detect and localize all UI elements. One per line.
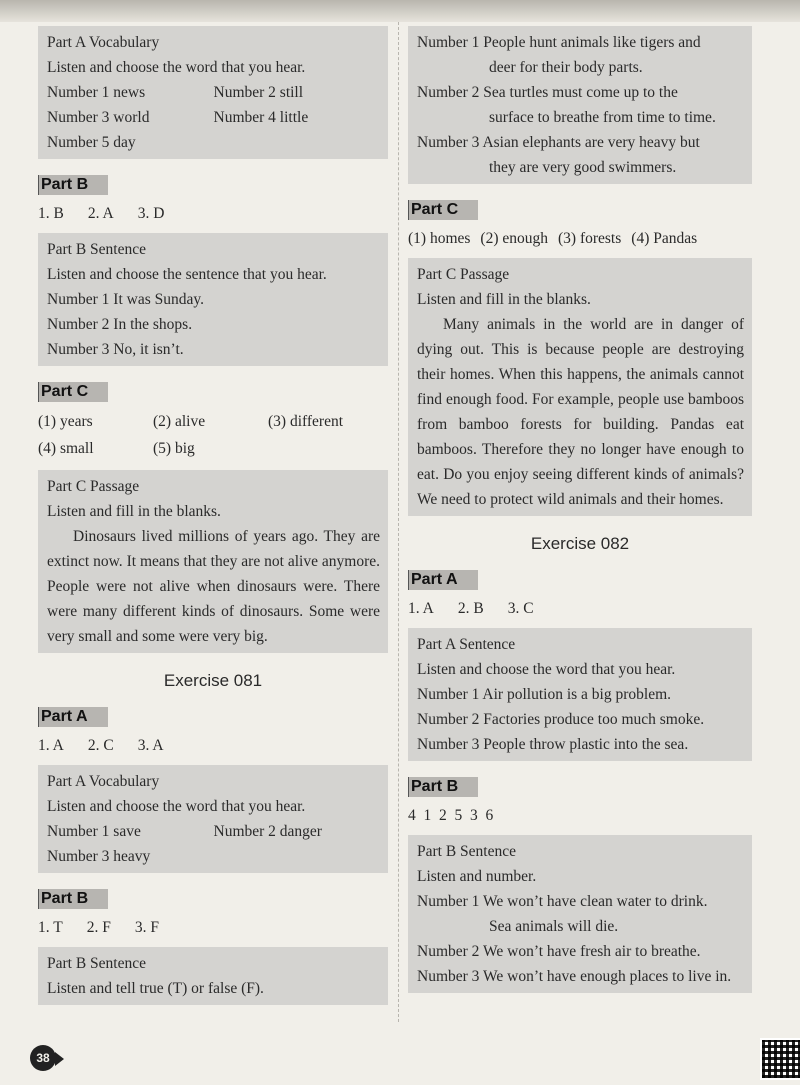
column-divider (398, 22, 399, 1022)
ex82-part-b-label: Part B (408, 777, 478, 797)
numbered-item (417, 30, 744, 55)
box-instruction: Listen and fill in the blanks. (47, 503, 221, 520)
left-column (38, 22, 388, 1015)
numbered-item (417, 939, 744, 964)
numbered-item (417, 80, 744, 105)
ex82-part-a-label: Part A (408, 570, 478, 590)
box-instruction: Listen and number. (417, 868, 537, 885)
part-c-label: Part C (408, 200, 478, 220)
passage-text: Many animals in the world are in danger of dying out. This is because people are destroying their homes. When this happens, the animals cannot find enough food. For example, people use bamboos from bamboo forests for building. Pandas eat bamboos. Therefore they no longer have enough to eat. Do you enjoy seeing different kinds of animals? We need to protect wild animals and their homes. (417, 316, 744, 508)
item-text: People hunt animals like tigers and (483, 34, 701, 51)
sentence-line: Number 1 It was Sunday. (47, 291, 204, 308)
sentence-line: Number 2 Factories produce too much smoke. (417, 711, 705, 728)
vocab-item: Number 1 save (47, 823, 141, 840)
item-text: We won’t have enough places to live in. (483, 968, 732, 985)
part-c-answers (408, 226, 752, 252)
answer: 2. C (87, 737, 114, 754)
speaker-icon (55, 1052, 64, 1066)
answer: (3) different (268, 413, 344, 430)
ex81-box-sentence (38, 947, 388, 1005)
answer: 1. B (38, 205, 64, 222)
item-text: We won’t have fresh air to breathe. (483, 943, 701, 960)
ex81-part-a-label: Part A (38, 707, 108, 727)
sentence-line: Number 3 People throw plastic into the sea. (417, 736, 689, 753)
sentence-line: Number 2 In the shops. (47, 316, 193, 333)
exercise-082-title: Exercise 082 (530, 534, 630, 553)
box-instruction: Listen and choose the word that you hear. (47, 798, 306, 815)
answer: (2) alive (153, 413, 206, 430)
vocab-row (47, 844, 380, 869)
vocab-item: Number 1 news (47, 84, 146, 101)
box-title: Part A Vocabulary (47, 773, 160, 790)
item-number: Number 3 (417, 968, 480, 985)
answer: (4) small (38, 440, 94, 457)
box-instruction: Listen and fill in the blanks. (417, 291, 591, 308)
answer: (2) enough (480, 230, 548, 247)
numbered-item (417, 889, 744, 914)
page-number-badge: 38 (30, 1045, 56, 1071)
answer: 3. D (137, 205, 165, 222)
numbered-item (417, 964, 744, 989)
part-b-answers (38, 201, 388, 227)
answer (268, 435, 388, 462)
vocab-row (47, 80, 380, 105)
part-c-answers (38, 408, 388, 462)
sentence-line: Number 3 No, it isn’t. (47, 341, 184, 358)
page-top-edge (0, 0, 800, 22)
vocab-item: Number 3 world (47, 109, 150, 126)
answer: 3. F (134, 919, 159, 936)
vocab-item: Number 2 danger (213, 823, 322, 840)
vocab-item: Number 3 heavy (47, 848, 151, 865)
ex81-box-vocabulary (38, 765, 388, 873)
passage-text: Dinosaurs lived millions of years ago. They are extinct now. It means that they are not alive anymore. People were not alive when dinosaurs were. There were many different kinds of dinosaurs. Some were very small and some were very big. (47, 528, 380, 645)
answer: 1. A (38, 737, 64, 754)
vocab-row (47, 819, 380, 844)
right-box-sentences (408, 26, 752, 184)
box-instruction: Listen and choose the word that you hear. (47, 59, 306, 76)
right-column (408, 22, 752, 1003)
vocab-item: Number 5 day (47, 134, 136, 151)
vocab-item (214, 844, 381, 869)
box-instruction: Listen and choose the word that you hear. (417, 661, 676, 678)
part-b-label: Part B (38, 175, 108, 195)
vocab-row (47, 105, 380, 130)
ex82-box-number (408, 835, 752, 993)
item-number: Number 1 (417, 893, 480, 910)
answer: 2. B (457, 600, 484, 617)
item-text: We won’t have clean water to drink. (483, 893, 708, 910)
answer: (1) years (38, 413, 93, 430)
box-title: Part B Sentence (47, 241, 147, 258)
left-box-passage (38, 470, 388, 653)
answer: 1. A (408, 600, 434, 617)
vocab-item (214, 130, 381, 155)
exercise-081-title: Exercise 081 (163, 671, 263, 690)
qr-code-icon (760, 1038, 800, 1080)
ex82-part-b-answers: 4 1 2 5 3 6 (408, 807, 494, 824)
item-text: Sea turtles must come up to the (483, 84, 678, 101)
answer: (5) big (153, 440, 195, 457)
sentence-line: Number 1 Air pollution is a big problem. (417, 686, 672, 703)
ex82-box-sentence (408, 628, 752, 761)
ex81-part-b-label: Part B (38, 889, 108, 909)
box-instruction: Listen and tell true (T) or false (F). (47, 980, 264, 997)
answer: 2. F (86, 919, 111, 936)
left-box-sentence (38, 233, 388, 366)
item-continuation: they are very good swimmers. (489, 159, 677, 176)
item-continuation: surface to breathe from time to time. (489, 109, 716, 126)
answer: 3. C (507, 600, 534, 617)
item-number: Number 2 (417, 943, 480, 960)
box-title: Part B Sentence (417, 843, 517, 860)
answer: (4) Pandas (631, 230, 698, 247)
vocab-row (47, 130, 380, 155)
box-title: Part C Passage (47, 478, 140, 495)
numbered-item (417, 130, 744, 155)
item-number: Number 1 (417, 34, 480, 51)
item-continuation: deer for their body parts. (489, 59, 643, 76)
ex81-part-b-answers (38, 915, 388, 941)
box-title: Part B Sentence (47, 955, 147, 972)
item-continuation: Sea animals will die. (489, 918, 619, 935)
answer: (1) homes (408, 230, 471, 247)
item-text: Asian elephants are very heavy but (482, 134, 700, 151)
vocab-item: Number 2 still (213, 84, 304, 101)
right-box-passage (408, 258, 752, 516)
answer: 3. A (137, 737, 164, 754)
box-title: Part C Passage (417, 266, 510, 283)
ex82-part-a-answers (408, 596, 752, 622)
answer: (3) forests (558, 230, 622, 247)
answer: 1. T (38, 919, 63, 936)
item-number: Number 2 (417, 84, 480, 101)
box-title: Part A Vocabulary (47, 34, 160, 51)
answer: 2. A (87, 205, 114, 222)
vocab-item: Number 4 little (213, 109, 309, 126)
box-title: Part A Sentence (417, 636, 516, 653)
part-c-label: Part C (38, 382, 108, 402)
item-number: Number 3 (417, 134, 480, 151)
box-instruction: Listen and choose the sentence that you hear. (47, 266, 327, 283)
left-box-vocabulary (38, 26, 388, 159)
ex81-part-a-answers (38, 733, 388, 759)
